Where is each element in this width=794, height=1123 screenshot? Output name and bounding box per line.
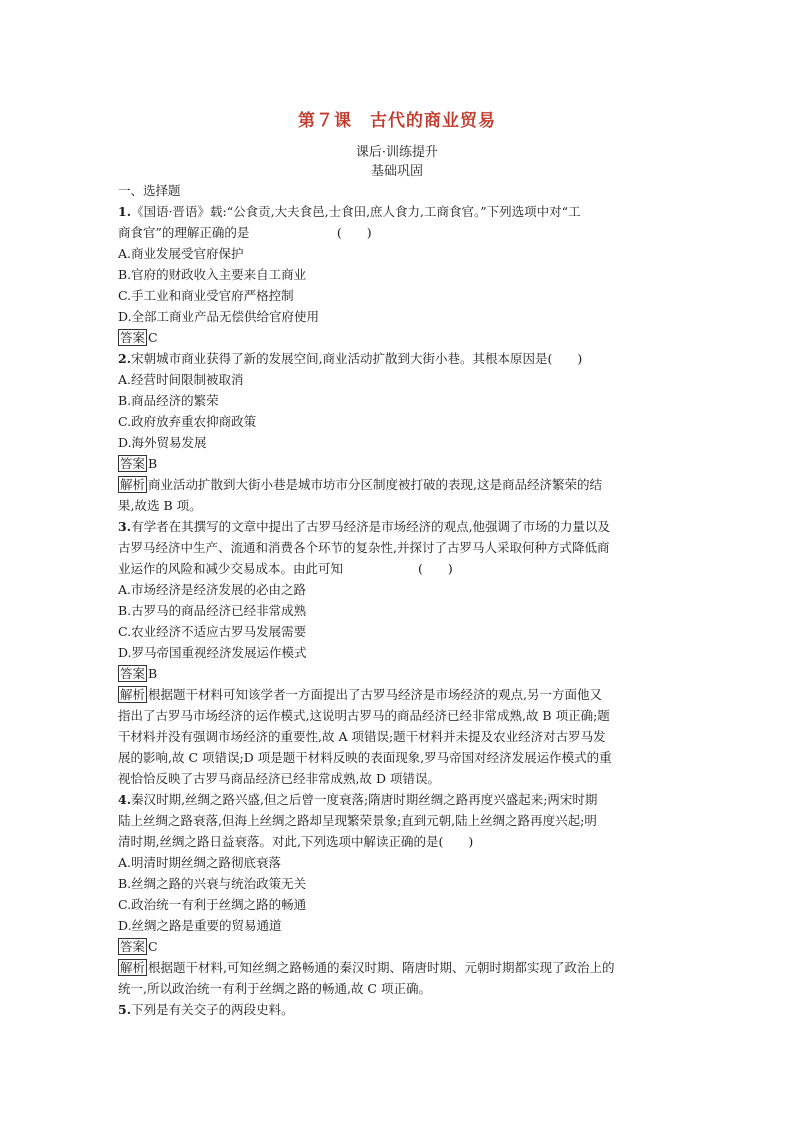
option-a: A.市场经济是经济发展的必由之路: [118, 582, 307, 597]
analysis-text: 展的影响,故 C 项错误;D 项是题干材料反映的表面现象,罗马帝国对经济发展运作模式的重: [118, 750, 612, 765]
answer-label: 答案: [120, 456, 146, 471]
option-c: C.政府放弃重农抑商政策: [118, 414, 257, 429]
analysis-label: 解析: [120, 960, 146, 975]
analysis-text: 指出了古罗马市场经济的运作模式,这说明古罗马的商品经济已经非常成熟,故 B 项正确;题: [118, 708, 610, 723]
analysis-text: 干材料并没有强调市场经济的重要性,故 A 项错误;题干材料并未提及农业经济对古罗马发: [118, 729, 606, 744]
question-text: 宋朝城市商业获得了新的发展空间,商业活动扩散到大街小巷。其根本原因是( ): [131, 351, 583, 366]
page-subtitle: 课后·训练提升: [355, 145, 439, 160]
option-b: B.商品经济的繁荣: [118, 393, 219, 408]
option-c: C.农业经济不适应古罗马发展需要: [118, 624, 307, 639]
option-b: B.古罗马的商品经济已经非常成熟: [118, 603, 307, 618]
question-number: 4.: [118, 792, 132, 807]
question-number: 5.: [118, 1002, 132, 1017]
page-title: 第７课 古代的商业贸易: [298, 111, 496, 131]
answer-row: [118, 453, 676, 474]
question-1: [118, 201, 676, 348]
question-text: 商食官”的理解正确的是 ( ): [118, 225, 372, 240]
question-3: [118, 516, 676, 789]
answer-row: [118, 663, 676, 684]
analysis-text: 果,故选 B 项。: [118, 498, 202, 513]
analysis-row: [118, 474, 676, 495]
question-text: 清时期,丝绸之路日益衰落。对此,下列选项中解读正确的是( ): [118, 834, 474, 849]
option-d: D.海外贸易发展: [118, 435, 207, 450]
analysis-row: [118, 684, 676, 705]
option-d: D.全部工商业产品无偿供给官府使用: [118, 309, 320, 324]
question-5: [118, 999, 676, 1020]
question-text: 陆上丝绸之路衰落,但海上丝绸之路却呈现繁荣景象;直到元朝,陆上丝绸之路再度兴起;明: [118, 813, 597, 828]
question-text: 有学者在其撰写的文章中提出了古罗马经济是市场经济的观点,他强调了市场的力量以及: [131, 519, 611, 534]
analysis-text: 商业活动扩散到大街小巷是城市坊市分区制度被打破的表现,这是商品经济繁荣的结: [148, 477, 602, 492]
option-a: A.明清时期丝绸之路彻底衰落: [118, 855, 282, 870]
option-d: D.丝绸之路是重要的贸易通道: [118, 918, 282, 933]
analysis-text: 统一,所以政治统一有利于丝绸之路的畅通,故 C 项正确。: [118, 981, 431, 996]
analysis-text: 根据题干材料,可知丝绸之路畅通的秦汉时期、隋唐时期、元朝时期都实现了政治上的: [148, 960, 615, 975]
answer-value: B: [148, 666, 158, 681]
question-text: 业运作的风险和减少交易成本。由此可知 ( ): [118, 561, 453, 576]
question-2: [118, 348, 676, 516]
section-heading: 一、选择题: [118, 183, 181, 198]
question-number: 1.: [118, 204, 132, 219]
answer-label: 答案: [120, 666, 146, 681]
answer-value: C: [148, 330, 158, 345]
question-text: 《国语·晋语》载:“公食贡,大夫食邑,士食田,庶人食力,工商食官。”下列选项中对“工: [131, 204, 581, 219]
analysis-label: 解析: [120, 477, 146, 492]
question-number: 3.: [118, 519, 132, 534]
answer-label: 答案: [120, 939, 146, 954]
option-c: C.政治统一有利于丝绸之路的畅通: [118, 897, 307, 912]
answer-value: C: [148, 939, 158, 954]
question-list: [118, 180, 676, 1020]
answer-label: 答案: [120, 330, 146, 345]
option-b: B.官府的财政收入主要来自工商业: [118, 267, 307, 282]
option-b: B.丝绸之路的兴衰与统治政策无关: [118, 876, 307, 891]
answer-row: [118, 327, 676, 348]
question-text: 下列是有关交子的两段史料。: [131, 1002, 294, 1017]
option-c: C.手工业和商业受官府严格控制: [118, 288, 294, 303]
question-text: 秦汉时期,丝绸之路兴盛,但之后曾一度衰落;隋唐时期丝绸之路再度兴盛起来;两宋时期: [131, 792, 598, 807]
question-number: 2.: [118, 351, 132, 366]
analysis-text: 视恰恰反映了古罗马商品经济已经非常成熟,故 D 项错误。: [118, 771, 440, 786]
question-text: 古罗马经济中生产、流通和消费各个环节的复杂性,并探讨了古罗马人采取何种方式降低商: [118, 540, 610, 555]
option-d: D.罗马帝国重视经济发展运作模式: [118, 645, 307, 660]
answer-row: [118, 936, 676, 957]
option-a: A.商业发展受官府保护: [118, 246, 244, 261]
analysis-label: 解析: [120, 687, 146, 702]
page-section-label: 基础巩固: [370, 164, 423, 179]
analysis-text: 根据题干材料可知该学者一方面提出了古罗马经济是市场经济的观点,另一方面他又: [148, 687, 602, 702]
option-a: A.经营时间限制被取消: [118, 372, 244, 387]
answer-value: B: [148, 456, 158, 471]
question-4: [118, 789, 676, 999]
analysis-row: [118, 957, 676, 978]
